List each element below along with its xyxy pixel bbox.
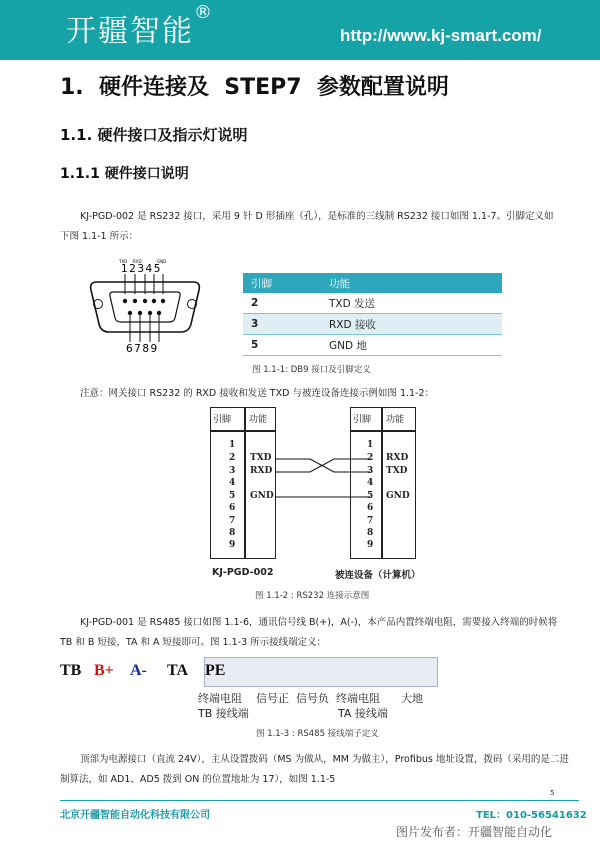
right-pin: 1 bbox=[367, 440, 374, 450]
chapter-title: 1. 硬件连接及 STEP7 参数配置说明 bbox=[60, 75, 449, 100]
left-func-txd: TXD bbox=[250, 453, 272, 463]
terminal-block-highlight bbox=[204, 657, 438, 687]
left-header-function: 功能 bbox=[249, 415, 268, 425]
db9-label-rxd: RXD bbox=[133, 259, 142, 264]
terminal-pe: PE bbox=[205, 662, 226, 679]
footer-company: 北京开疆智能自动化科技有限公司 bbox=[60, 810, 210, 821]
device-left-header-line bbox=[210, 430, 276, 432]
pin-function: TXD 发送 bbox=[321, 293, 502, 314]
left-pin: 8 bbox=[229, 528, 236, 538]
rs232-description: KJ-PGD-002 是 RS232 接口，采用 9 针 D 形插座（孔），是标准的三线制 RS232 接口如图 1.1-7。引脚定义如下图 1.1-1 所示： bbox=[60, 211, 554, 242]
right-pin: 4 bbox=[367, 478, 374, 488]
wire-rxd-to-txd bbox=[275, 459, 370, 472]
db9-top-numbers: 12345 bbox=[121, 263, 162, 275]
wiring-lines bbox=[270, 440, 374, 510]
terminal-ta-desc: TA 接线端 bbox=[338, 707, 388, 720]
terminal-tb: TB bbox=[60, 662, 82, 679]
left-pin: 4 bbox=[229, 478, 236, 488]
footer-divider bbox=[60, 800, 579, 801]
right-pin: 9 bbox=[367, 540, 374, 550]
header-function: 功能 bbox=[321, 273, 502, 293]
left-pin: 6 bbox=[229, 503, 236, 513]
left-pin: 7 bbox=[229, 516, 236, 526]
page-number: 5 bbox=[550, 789, 555, 797]
left-pin: 9 bbox=[229, 540, 236, 550]
figure-caption-3: 图 1.1-3 : RS485 接线端子定义 bbox=[256, 729, 379, 739]
logo-text: 开疆智能 bbox=[66, 14, 194, 49]
pin-number: 2 bbox=[243, 293, 321, 314]
left-func-gnd: GND bbox=[250, 491, 274, 501]
right-pin: 5 bbox=[367, 491, 374, 501]
right-device-label: 被连设备（计算机） bbox=[335, 570, 421, 581]
db9-connector-diagram bbox=[85, 258, 205, 358]
left-pin: 3 bbox=[229, 466, 236, 476]
db9-label-txd: TXD bbox=[119, 259, 128, 264]
power-interface-description: 顶部为电源接口（直流 24V），主从设置拨码（MS 为做从，MM 为做主），Profibus 地址设置，拨码（采用的是二进制算法，如 AD1、AD5 拨到 ON 的位置地址为 17），如图 1.1-5 bbox=[60, 754, 569, 785]
db9-label-gnd: GND bbox=[157, 259, 167, 264]
table-row bbox=[243, 314, 502, 335]
pin-number: 3 bbox=[243, 314, 321, 335]
right-pin: 8 bbox=[367, 528, 374, 538]
terminal-b-plus: B+ bbox=[94, 662, 114, 679]
table-header-row bbox=[243, 273, 502, 293]
terminal-descriptions: 终端电阻 信号正 信号负 终端电阻 大地 bbox=[198, 692, 423, 705]
table-row bbox=[243, 293, 502, 314]
right-pin: 2 bbox=[367, 453, 374, 463]
right-pin: 3 bbox=[367, 466, 374, 476]
figure-caption-2: 图 1.1-2 : RS232 连接示意图 bbox=[255, 591, 370, 601]
terminal-tb-desc: TB 接线端 bbox=[198, 707, 249, 720]
db9-bottom-numbers: 6789 bbox=[126, 343, 159, 355]
header-pin: 引脚 bbox=[243, 273, 321, 293]
pin-number: 5 bbox=[243, 335, 321, 356]
pin-function: RXD 接收 bbox=[321, 314, 502, 335]
left-func-rxd: RXD bbox=[250, 466, 273, 476]
left-pin: 1 bbox=[229, 440, 236, 450]
right-pin: 7 bbox=[367, 516, 374, 526]
right-pin: 6 bbox=[367, 503, 374, 513]
footer-tel: TEL：010-56541632 bbox=[476, 810, 587, 821]
right-func-rxd: RXD bbox=[386, 453, 409, 463]
figure-caption-1: 图 1.1-1: DB9 接口及引脚定义 bbox=[252, 365, 371, 375]
right-func-gnd: GND bbox=[386, 491, 410, 501]
connection-note: 注意：网关接口 RS232 的 RXD 接收和发送 TXD 与被连设备连接示例如图 1.1-2： bbox=[80, 388, 435, 399]
right-header-pin: 引脚 bbox=[353, 415, 372, 425]
publisher-watermark: 图片发布者：开疆智能自动化 bbox=[396, 825, 553, 839]
right-func-txd: TXD bbox=[386, 466, 408, 476]
terminal-ta: TA bbox=[167, 662, 189, 679]
left-pin: 2 bbox=[229, 453, 236, 463]
left-header-pin: 引脚 bbox=[213, 415, 232, 425]
registered-mark: ® bbox=[194, 2, 214, 23]
rs485-description: KJ-PGD-001 是 RS485 接口如图 1.1-6，通讯信号线 B(+)，A(-)，本产品内置终端电阻，需要接入终端的时候将 TB 和 B 短接，TA 和 A 短接即可。图 1.1-3 所示接线端定义： bbox=[60, 617, 558, 648]
subsection-title: 1.1.1 硬件接口说明 bbox=[60, 166, 189, 182]
section-title: 1.1. 硬件接口及指示灯说明 bbox=[60, 126, 248, 144]
pin-definition-table bbox=[243, 273, 502, 356]
left-pin: 5 bbox=[229, 491, 236, 501]
device-right-header-line bbox=[350, 430, 416, 432]
brand-logo bbox=[66, 2, 214, 50]
right-header-function: 功能 bbox=[386, 415, 405, 425]
pin-function: GND 地 bbox=[321, 335, 502, 356]
left-device-label: KJ-PGD-002 bbox=[212, 567, 274, 578]
table-row bbox=[243, 335, 502, 356]
terminal-a-minus: A- bbox=[130, 662, 147, 679]
website-url[interactable]: http://www.kj-smart.com/ bbox=[340, 26, 542, 45]
